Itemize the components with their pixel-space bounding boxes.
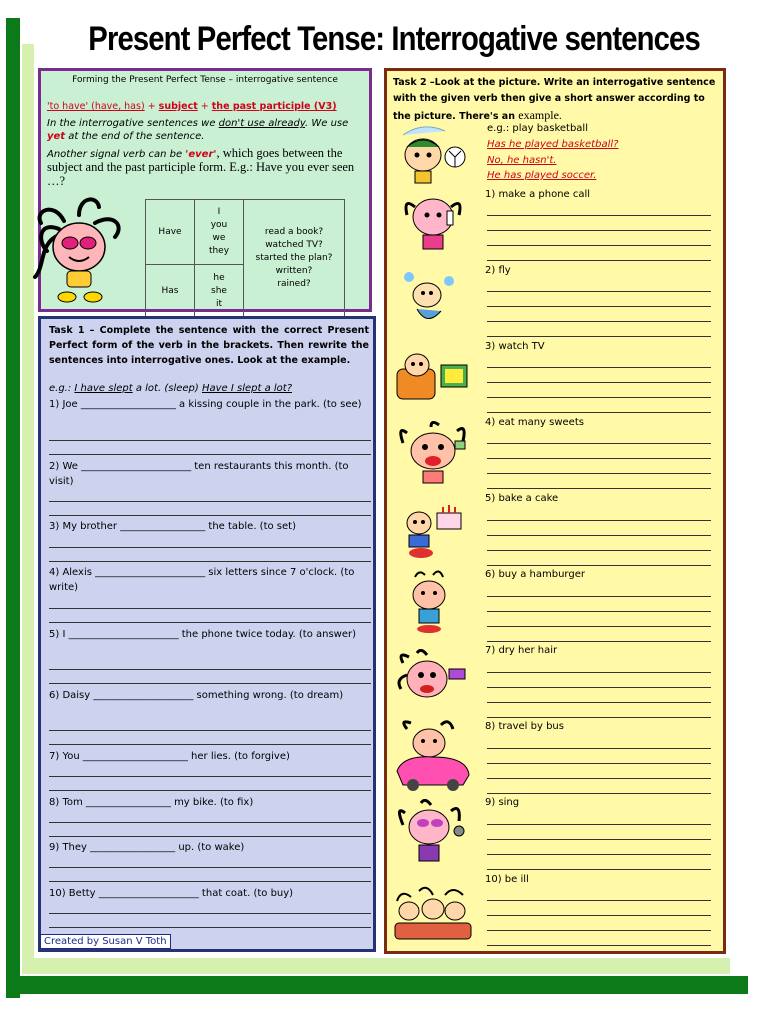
answer-line[interactable] (487, 443, 711, 444)
task2-item-3: 3) watch TV (485, 341, 545, 352)
answer-line[interactable] (487, 565, 711, 566)
answer-line[interactable] (487, 215, 711, 216)
formula-have: 'to have' (have, has) (47, 101, 145, 112)
answer-line[interactable] (49, 440, 371, 441)
task2-item-2: 2) fly (485, 265, 511, 276)
task2-item-5: 5) bake a cake (485, 493, 559, 504)
example-text: a lot. (sleep) (132, 383, 202, 394)
rule-keyword-ever: 'ever' (185, 149, 217, 160)
answer-line[interactable] (487, 306, 711, 307)
forming-rule-ever (47, 147, 369, 189)
table-cell-subjects-has (195, 265, 244, 318)
formula-plus: + (144, 101, 159, 112)
answer-line[interactable] (487, 230, 711, 231)
answer-line[interactable] (49, 454, 371, 455)
task2-item-10: 10) be ill (485, 874, 529, 885)
answer-line[interactable] (49, 836, 371, 837)
subject: I (217, 207, 221, 217)
answer-line[interactable] (487, 550, 711, 551)
task1-instruction: Task 1 – Complete the sentence with the correct Present Perfect form of the verb in the brackets. Then rewrite the sentences into interrogative ones. Look at the example. (49, 325, 369, 366)
formula-plus: + (197, 101, 212, 112)
answer-line[interactable] (487, 611, 711, 612)
answer-line[interactable] (49, 561, 371, 562)
answer-line[interactable] (487, 367, 711, 368)
answer-line[interactable] (487, 473, 711, 474)
formula-participle: the past participle (V3) (211, 101, 337, 112)
eat-sweets-girl-icon (393, 421, 473, 487)
answer-line[interactable] (487, 458, 711, 459)
answer-line[interactable] (487, 748, 711, 749)
verb-phrase: started the plan? (255, 253, 333, 263)
task2-box (384, 68, 726, 954)
answer-line[interactable] (487, 869, 711, 870)
dry-hair-girl-icon (393, 649, 473, 715)
answer-line[interactable] (487, 382, 711, 383)
answer-line[interactable] (487, 535, 711, 536)
rule-text: , which goes between the subject and the past participle form. E.g.: Have you ever seen …? (47, 146, 355, 188)
task1-item-5: 5) I ______________________ the phone twice today. (to answer) (49, 629, 357, 640)
verb-phrase: watched TV? (265, 240, 323, 250)
subject: he (213, 272, 225, 283)
hamburger-girl-icon (393, 569, 473, 635)
task2-item-8: 8) travel by bus (485, 721, 564, 732)
answer-line[interactable] (49, 790, 371, 791)
answer-line[interactable] (49, 744, 371, 745)
answer-line[interactable] (487, 687, 711, 688)
answer-line[interactable] (487, 839, 711, 840)
task1-item-7: 7) You _____________________ her lies. (to forgive) (49, 751, 290, 762)
answer-line[interactable] (49, 622, 371, 623)
credit-label: Created by Susan V Toth (40, 934, 171, 949)
answer-line[interactable] (487, 245, 711, 246)
task2-item-9: 9) sing (485, 797, 520, 808)
task2-example-answer: No, he hasn't. (487, 155, 557, 166)
formula-subject: subject (158, 101, 198, 112)
answer-line[interactable] (487, 520, 711, 521)
subject: you (210, 220, 228, 230)
task1-item-10: 10) Betty ____________________ that coat. (to buy) (49, 888, 294, 899)
answer-line[interactable] (487, 900, 711, 901)
phone-call-girl-icon (393, 187, 473, 253)
answer-line[interactable] (487, 412, 711, 413)
task2-example-answer: He has played soccer. (487, 170, 597, 181)
rule-text: at the end of the sentence. (65, 131, 205, 142)
answer-line[interactable] (49, 608, 371, 609)
instruction-text: Task 2 –Look at the picture. Write an interrogative sentence with the given verb then give a short answer according to the picture. There's an (393, 77, 716, 122)
answer-line[interactable] (49, 822, 371, 823)
frame-inner-bottom (22, 958, 730, 974)
frame-border-left (6, 18, 20, 998)
task1-item-3: 3) My brother _________________ the table. (to set) (49, 521, 296, 532)
answer-line[interactable] (487, 702, 711, 703)
answer-line[interactable] (49, 881, 371, 882)
subject: she (211, 285, 227, 296)
task2-example-question: Has he played basketball? (487, 139, 619, 150)
answer-line[interactable] (487, 626, 711, 627)
frame-border-bottom (6, 976, 748, 994)
sing-girl-icon (393, 799, 473, 865)
watch-tv-icon (393, 345, 473, 411)
bake-cake-icon (393, 499, 473, 565)
rule-text: Another signal verb can be (47, 149, 186, 160)
forming-heading: Forming the Present Perfect Tense – interrogative sentence (72, 75, 338, 85)
rule-text: don't use already (218, 118, 305, 129)
ill-kids-icon (393, 881, 473, 943)
answer-line[interactable] (49, 501, 371, 502)
answer-line[interactable] (487, 945, 711, 946)
task2-item-4: 4) eat many sweets (485, 417, 584, 428)
forming-formula (47, 101, 337, 112)
answer-line[interactable] (487, 641, 711, 642)
answer-line[interactable] (49, 515, 371, 516)
verb-phrase: rained? (277, 279, 311, 289)
example-text: I have slept (74, 383, 133, 394)
basketball-boy-icon (393, 121, 473, 191)
answer-line[interactable] (487, 778, 711, 779)
verb-phrase: read a book? (264, 227, 324, 237)
example-text: e.g.: (49, 383, 75, 394)
task1-item-9: 9) They _________________ up. (to wake) (49, 842, 245, 853)
answer-line[interactable] (49, 669, 371, 670)
answer-line[interactable] (49, 547, 371, 548)
rule-text: In the interrogative sentences we (47, 118, 219, 129)
answer-line[interactable] (49, 776, 371, 777)
table-cell-verbs (244, 200, 345, 318)
girl-cartoon-icon (29, 191, 129, 309)
subject: we (212, 233, 226, 243)
answer-line[interactable] (487, 824, 711, 825)
rule-text: . We use (305, 118, 349, 129)
table-cell-subjects-have (195, 200, 244, 265)
task1-item-1: 1) Joe ___________________ a kissing couple in the park. (to see) (49, 399, 362, 410)
table-cell-has: Has (146, 265, 195, 318)
answer-line[interactable] (487, 793, 711, 794)
page-title: Present Perfect Tense: Interrogative sentences (88, 20, 700, 58)
task1-item-2: 2) We ______________________ ten restaurants this month. (to visit) (49, 461, 349, 487)
answer-line[interactable] (487, 596, 711, 597)
answer-line[interactable] (49, 927, 371, 928)
rule-keyword-yet: yet (47, 131, 66, 142)
answer-line[interactable] (49, 913, 371, 914)
answer-line[interactable] (49, 730, 371, 731)
answer-line[interactable] (487, 321, 711, 322)
task2-item-1: 1) make a phone call (485, 189, 591, 200)
answer-line[interactable] (487, 930, 711, 931)
task1-item-6: 6) Daisy ____________________ something wrong. (to dream) (49, 690, 344, 701)
answer-line[interactable] (487, 915, 711, 916)
answer-line[interactable] (487, 336, 711, 337)
forming-rule-yet (47, 117, 369, 143)
task1-example (49, 383, 292, 394)
example-answer: Have I slept a lot? (201, 383, 293, 394)
answer-line[interactable] (487, 260, 711, 261)
task1-item-4: 4) Alexis ______________________ six letters since 7 o'clock. (to write) (49, 567, 355, 593)
answer-line[interactable] (487, 291, 711, 292)
subject: it (215, 298, 223, 309)
frame-inner-left (22, 44, 34, 972)
fly-boy-icon (393, 267, 473, 333)
forming-box (38, 68, 372, 312)
answer-line[interactable] (487, 672, 711, 673)
verb-phrase: written? (275, 266, 313, 276)
task2-example: e.g.: play basketball (487, 123, 588, 134)
table-cell-have: Have (146, 200, 195, 265)
answer-line[interactable] (487, 717, 711, 718)
subject: they (208, 246, 230, 256)
answer-line[interactable] (487, 763, 711, 764)
answer-line[interactable] (49, 683, 371, 684)
answer-line[interactable] (487, 397, 711, 398)
task2-instruction (393, 75, 723, 125)
task1-box (38, 316, 376, 952)
answer-line[interactable] (487, 488, 711, 489)
task1-item-8: 8) Tom _________________ my bike. (to fix) (49, 797, 254, 808)
task2-item-7: 7) dry her hair (485, 645, 558, 656)
forming-table (145, 199, 345, 318)
answer-line[interactable] (49, 867, 371, 868)
task2-item-6: 6) buy a hamburger (485, 569, 585, 580)
answer-line[interactable] (487, 854, 711, 855)
bus-girl-icon (393, 719, 473, 793)
instruction-text: example. (518, 108, 562, 122)
